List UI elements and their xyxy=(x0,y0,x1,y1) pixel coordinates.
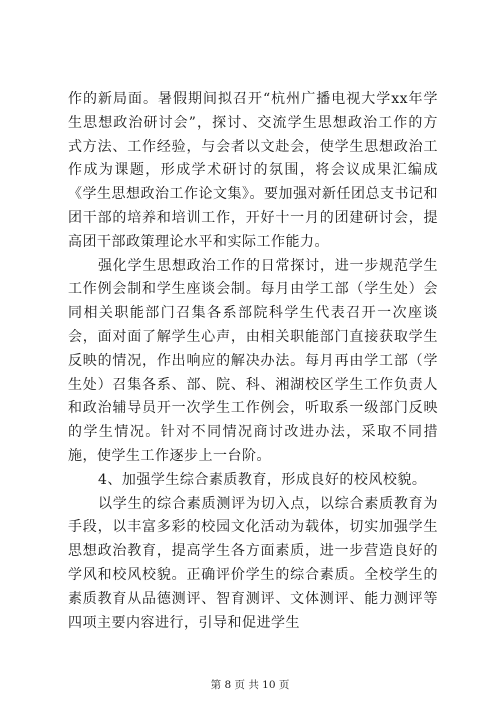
paragraph-daily-discussion: 强化学生思想政治工作的日常探讨，进一步规范学生工作例会制和学生座谈会制。每月由学工部（学生处）会同相关职能部门召集各系部院科学生代表召开一次座谈会，面对面了解学生心声，由相关职能部门直接获取学生反映的情况，作出响应的解决办法。每月再由学工部（学生处）召集各系、部、院、科、湘湖校区学生工作负责人和政治辅导员开一次学生工作例会，听取系一级部门反映的学生情况。针对不同情况商讨改进办法，采取不同措施，使学生工作逐步上一台阶。 xyxy=(68,257,438,464)
page-number-footer: 第 8 页 共 10 页 xyxy=(210,679,290,691)
paragraph-comprehensive-quality: 以学生的综合素质测评为切入点，以综合素质教育为手段，以丰富多彩的校园文化活动为载体，切实加强学生思想政治教育，提高学生各方面素质，进一步营造良好的学风和校风校貌。正确评价学生的综合素质。全校学生的素质教育从品德测评、智育测评、文体测评、能力测评等四项主要内容进行，引导和促进学生 xyxy=(68,495,438,631)
paragraph-continuation: 作的新局面。暑假期间拟召开“杭州广播电视大学xx年学生思想政治研讨会”，探讨、交流学生思想政治工作的方式方法、工作经验，与会者以文赴会，使学生思想政治工作成为课题，形成学术研讨的氛围，将会议成果汇编成《学生思想政治工作论文集》。要加强对新任团总支书记和团干部的培养和培训工作，开好十一月的团建研讨会，提高团干部政策理论水平和实际工作能力。 xyxy=(68,91,438,250)
document-body xyxy=(68,88,438,635)
section-heading-4: 4、加强学生综合素质教育，形成良好的校风校貌。 xyxy=(98,471,427,488)
